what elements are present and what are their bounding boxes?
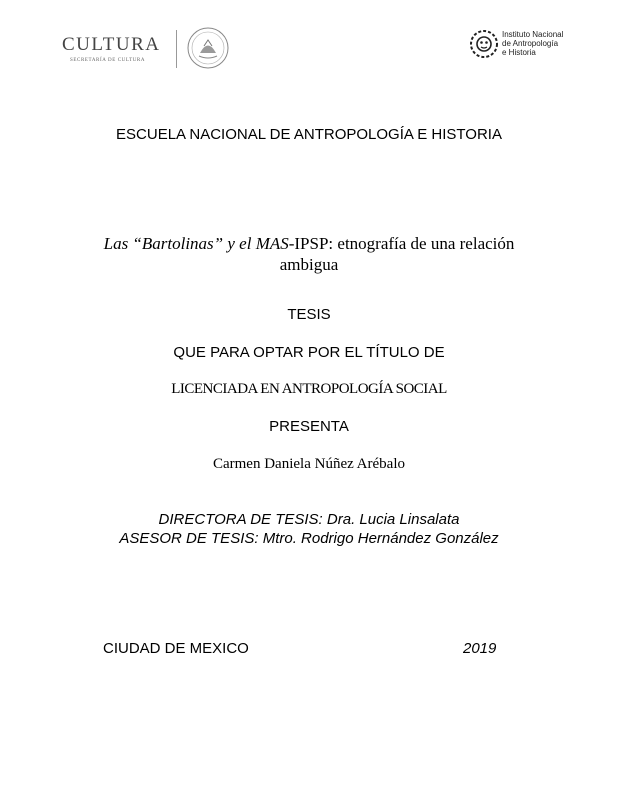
thesis-director: DIRECTORA DE TESIS: Dra. Lucia Linsalata xyxy=(158,511,460,528)
inah-line: Instituto Nacional xyxy=(502,30,564,39)
inah-logo-text xyxy=(502,30,563,57)
mexico-seal-icon xyxy=(186,26,230,70)
school-name: ESCUELA NACIONAL DE ANTROPOLOGÍA E HISTORIA xyxy=(116,126,502,143)
thesis-advisor: ASESOR DE TESIS: Mtro. Rodrigo Hernández González xyxy=(119,530,499,547)
city: CIUDAD DE MEXICO xyxy=(103,640,249,657)
year: 2019 xyxy=(463,640,497,657)
cultura-logo-subtitle: SECRETARÍA DE CULTURA xyxy=(70,58,146,63)
cultura-logo-text: CULTURA xyxy=(62,34,161,55)
presenta-label: PRESENTA xyxy=(269,418,349,435)
title-italic-part: Las “Bartolinas” y el MAS xyxy=(103,234,289,253)
title-line-2: ambigua xyxy=(279,255,339,274)
author-name: Carmen Daniela Núñez Arébalo xyxy=(212,456,405,472)
inah-line: de Antropología xyxy=(502,39,559,48)
title-roman-part: -IPSP: etnografía de una relación xyxy=(288,234,515,253)
inah-logo-icon xyxy=(468,28,500,60)
tesis-label: TESIS xyxy=(287,306,331,323)
degree-title: LICENCIADA EN ANTROPOLOGÍA SOCIAL xyxy=(171,381,447,397)
title-line-1 xyxy=(0,233,618,254)
degree-intro: QUE PARA OPTAR POR EL TÍTULO DE xyxy=(173,344,445,361)
inah-line: e Historia xyxy=(502,48,536,57)
logo-divider xyxy=(176,30,177,68)
thesis-title xyxy=(0,233,618,275)
